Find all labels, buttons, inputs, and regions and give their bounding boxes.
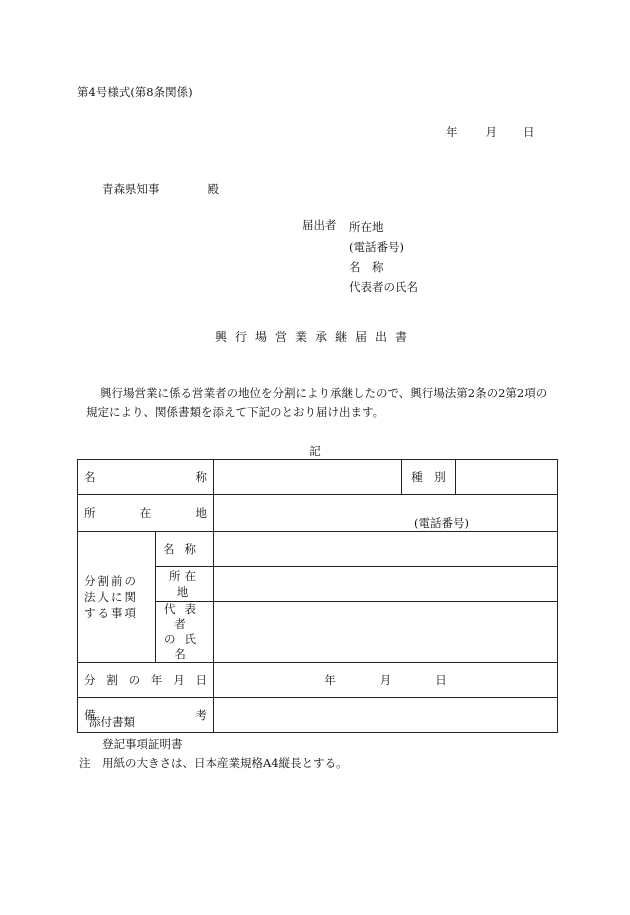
addressee-name: 青森県知事 [102,182,160,196]
attachments-heading: 添付書類 [89,715,135,729]
pre-split-name-label: 名称 [156,532,214,567]
pre-split-rep-label [156,602,214,663]
filer-items [349,217,418,297]
split-date-label [78,663,214,698]
split-date-char-5: 月 [173,673,185,687]
rep-label-line-1: 代表者 [164,602,205,631]
split-year: 年 [324,673,336,687]
pre-split-group-label: 分割前の法人に関する事項 [78,532,156,663]
addressee [102,181,219,197]
pre-split-rep-value[interactable] [214,602,558,663]
location-label [78,495,214,532]
split-day: 日 [435,673,447,687]
date-year: 年 [446,125,458,139]
addressee-honorific: 殿 [207,182,219,196]
name-label-a: 名 [84,470,96,484]
split-date-char-2: 割 [106,673,118,687]
pre-split-location-value[interactable] [214,567,558,602]
ki-heading: 記 [309,444,321,458]
filer-location: 所在地 [349,220,384,234]
body-text [86,384,566,422]
name-label-b: 称 [195,470,207,484]
body-line-2: 規定により、関係書類を添えて下記のとおり届け出ます。 [86,405,385,419]
tel-label: (電話番号) [414,516,469,530]
filer-phone: (電話番号) [349,240,404,254]
location-label-2: 在 [139,506,152,520]
name-value[interactable] [214,460,402,495]
type-label: 種 別 [402,460,456,495]
filer-name: 名 称 [349,260,384,274]
filer-representative: 代表者の氏名 [349,280,418,294]
remarks-label-a: 備 [84,708,96,722]
split-date-char-1: 分 [84,673,96,687]
form-number: 第4号様式(第8条関係) [77,85,193,99]
rep-label-line-2: の氏名 [164,632,205,661]
split-date-char-6: 日 [195,673,207,687]
remarks-value[interactable] [214,698,558,733]
location-label-3: 地 [195,506,207,520]
split-date-char-3: の [128,673,141,687]
split-date-char-4: 年 [150,673,163,687]
split-date-value[interactable] [214,663,558,698]
submission-date [446,124,535,140]
filer-label: 届出者 [302,218,337,232]
details-table [77,459,558,733]
date-day: 日 [523,125,535,139]
document-title: 興行場営業承継届出書 [214,330,415,344]
table-row [78,532,558,567]
location-value[interactable] [214,495,558,532]
body-line-1: 興行場営業に係る営業者の地位を分割により承継したので、興行場法第2条の2第2項の [100,386,548,400]
paper-size-note: 注 用紙の大きさは、日本産業規格A4縦長とする。 [79,756,348,770]
pre-split-location-label: 所在地 [156,567,214,602]
type-value[interactable] [456,460,558,495]
table-row [78,698,558,733]
name-label [78,460,214,495]
pre-split-name-value[interactable] [214,532,558,567]
split-month: 月 [379,673,392,687]
date-month: 月 [485,125,497,139]
table-row [78,663,558,698]
remarks-label-b: 考 [195,708,207,722]
location-label-1: 所 [84,506,96,520]
attachments-item: 登記事項証明書 [102,737,183,751]
table-row [78,460,558,495]
table-row [78,495,558,532]
